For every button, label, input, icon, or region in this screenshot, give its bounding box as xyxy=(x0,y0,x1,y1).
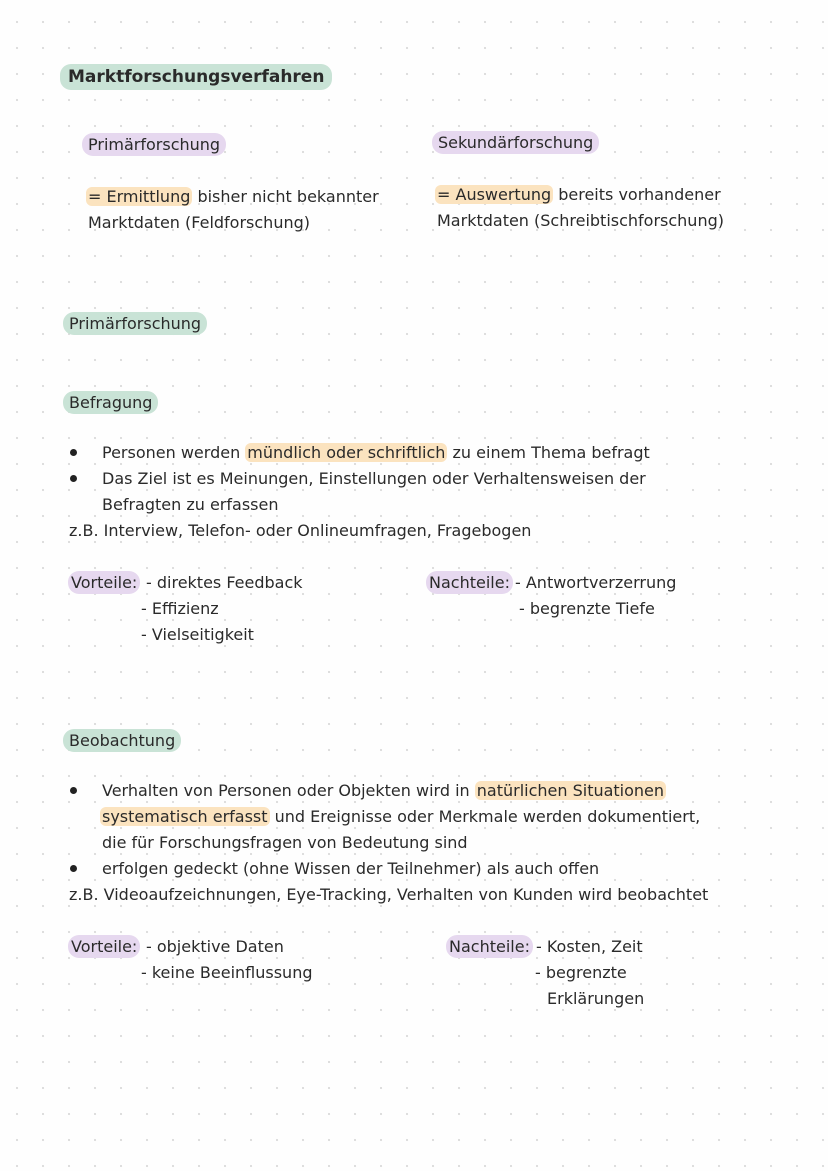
secondary-definition: = Auswertung bereits vorhandener xyxy=(437,185,721,204)
beobachtung-pro-item: - keine Beeinflussung xyxy=(141,963,313,982)
bullet-icon xyxy=(70,865,77,872)
bullet-icon xyxy=(70,475,77,482)
befragung-pros-label: Vorteile: xyxy=(68,570,140,596)
beobachtung-cons-label: Nachteile: xyxy=(446,934,533,960)
befragung-pro-item: - Effizienz xyxy=(141,599,219,618)
befragung-con-item: - begrenzte Tiefe xyxy=(519,599,655,618)
befragung-pro-item: - direktes Feedback xyxy=(146,573,303,592)
beobachtung-pros-label: Vorteile: xyxy=(68,934,140,960)
befragung-bullet-2-line2: Befragten zu erfassen xyxy=(102,495,279,514)
beobachtung-heading: Beobachtung xyxy=(63,728,181,754)
beobachtung-bullet-1-line2: systematisch erfasst und Ereignisse oder Merkmale werden dokumentiert, xyxy=(102,807,701,826)
secondary-definition-line2: Marktdaten (Schreibtischforschung) xyxy=(437,211,724,230)
befragung-bullet-1: Personen werden mündlich oder schriftlich zu einem Thema befragt xyxy=(102,443,650,462)
beobachtung-pro-item: - objektive Daten xyxy=(146,937,284,956)
beobachtung-example: z.B. Videoaufzeichnungen, Eye-Tracking, Verhalten von Kunden wird beobachtet xyxy=(69,885,709,904)
section-heading-primary: Primärforschung xyxy=(63,311,207,337)
beobachtung-bullet-2: erfolgen gedeckt (ohne Wissen der Teilnehmer) als auch offen xyxy=(102,859,600,878)
beobachtung-con-item: Erklärungen xyxy=(547,989,645,1008)
primary-definition: = Ermittlung bisher nicht bekannter xyxy=(88,187,379,206)
befragung-heading: Befragung xyxy=(63,390,158,416)
beobachtung-bullet-1-line3: die für Forschungsfragen von Bedeutung sind xyxy=(102,833,468,852)
befragung-cons-label: Nachteile: xyxy=(426,570,513,596)
beobachtung-con-item: - begrenzte xyxy=(535,963,627,982)
primary-heading: Primärforschung xyxy=(82,132,226,158)
page-title: Marktforschungsverfahren xyxy=(60,67,332,87)
primary-definition-line2: Marktdaten (Feldforschung) xyxy=(88,213,310,232)
befragung-pro-item: - Vielseitigkeit xyxy=(141,625,254,644)
befragung-con-item: - Antwortverzerrung xyxy=(515,573,677,592)
bullet-icon xyxy=(70,449,77,456)
beobachtung-con-item: - Kosten, Zeit xyxy=(536,937,643,956)
secondary-heading: Sekundärforschung xyxy=(432,130,599,156)
beobachtung-bullet-1-line1: Verhalten von Personen oder Objekten wird in natürlichen Situationen xyxy=(102,781,665,800)
befragung-example: z.B. Interview, Telefon- oder Onlineumfragen, Fragebogen xyxy=(69,521,532,540)
bullet-icon xyxy=(70,787,77,794)
befragung-bullet-2-line1: Das Ziel ist es Meinungen, Einstellungen oder Verhaltensweisen der xyxy=(102,469,646,488)
